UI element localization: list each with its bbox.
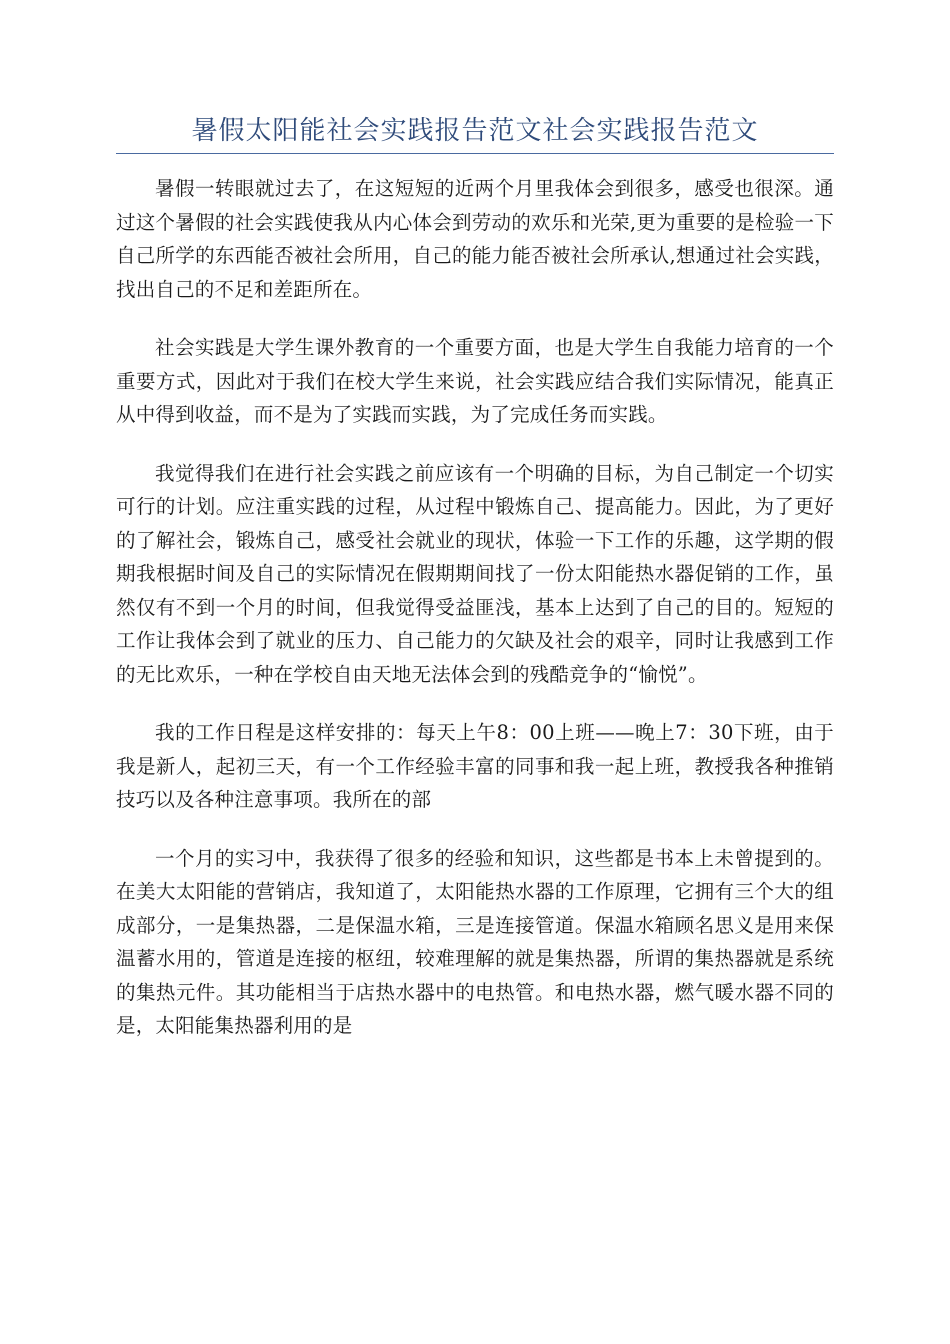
title-underline [116,153,834,154]
paragraph-3: 我觉得我们在进行社会实践之前应该有一个明确的目标，为自己制定一个切实可行的计划。应注重实践的过程，从过程中锻炼自己、提高能力。因此，为了更好的了解社会，锻炼自己，感受社会就业的现状，体验一下工作的乐趣，这学期的假期我根据时间及自己的实际情况在假期期间找了一份太阳能热水器促销的工作，虽然仅有不到一个月的时间，但我觉得受益匪浅，基本上达到了自己的目的。短短的工作让我体会到了就业的压力、自己能力的欠缺及社会的艰辛，同时让我感到工作的无比欢乐，一种在学校自由天地无法体会到的残酷竞争的“愉悦”。 [116,461,834,686]
paragraph-1: 暑假一转眼就过去了，在这短短的近两个月里我体会到很多，感受也很深。通过这个暑假的社会实践使我从内心体会到劳动的欢乐和光荣,更为重要的是检验一下自己所学的东西能否被社会所用，自己的能力能否被社会所承认,想通过社会实践，找出自己的不足和差距所在。 [116,177,834,301]
document-body [116,172,834,1068]
document-title: 暑假太阳能社会实践报告范文社会实践报告范文 [191,116,759,146]
paragraph-5: 一个月的实习中，我获得了很多的经验和知识，这些都是书本上未曾提到的。在美大太阳能的营销店，我知道了，太阳能热水器的工作原理，它拥有三个大的组成部分，一是集热器，二是保温水箱，三是连接管道。保温水箱顾名思义是用来保温蓄水用的，管道是连接的枢纽，较难理解的就是集热器，所谓的集热器就是系统的集热元件。其功能相当于店热水器中的电热管。和电热水器，燃气暖水器不同的是，太阳能集热器利用的是 [116,846,834,1037]
paragraph-2: 社会实践是大学生课外教育的一个重要方面，也是大学生自我能力培育的一个重要方式，因此对于我们在校大学生来说，社会实践应结合我们实际情况，能真正从中得到收益，而不是为了实践而实践，为了完成任务而实践。 [116,336,834,426]
paragraph-4: 我的工作日程是这样安排的：每天上午8：00上班——晚上7：30下班，由于我是新人，起初三天，有一个工作经验丰富的同事和我一起上班，教授我各种推销技巧以及各种注意事项。我所在的部 [116,721,834,811]
